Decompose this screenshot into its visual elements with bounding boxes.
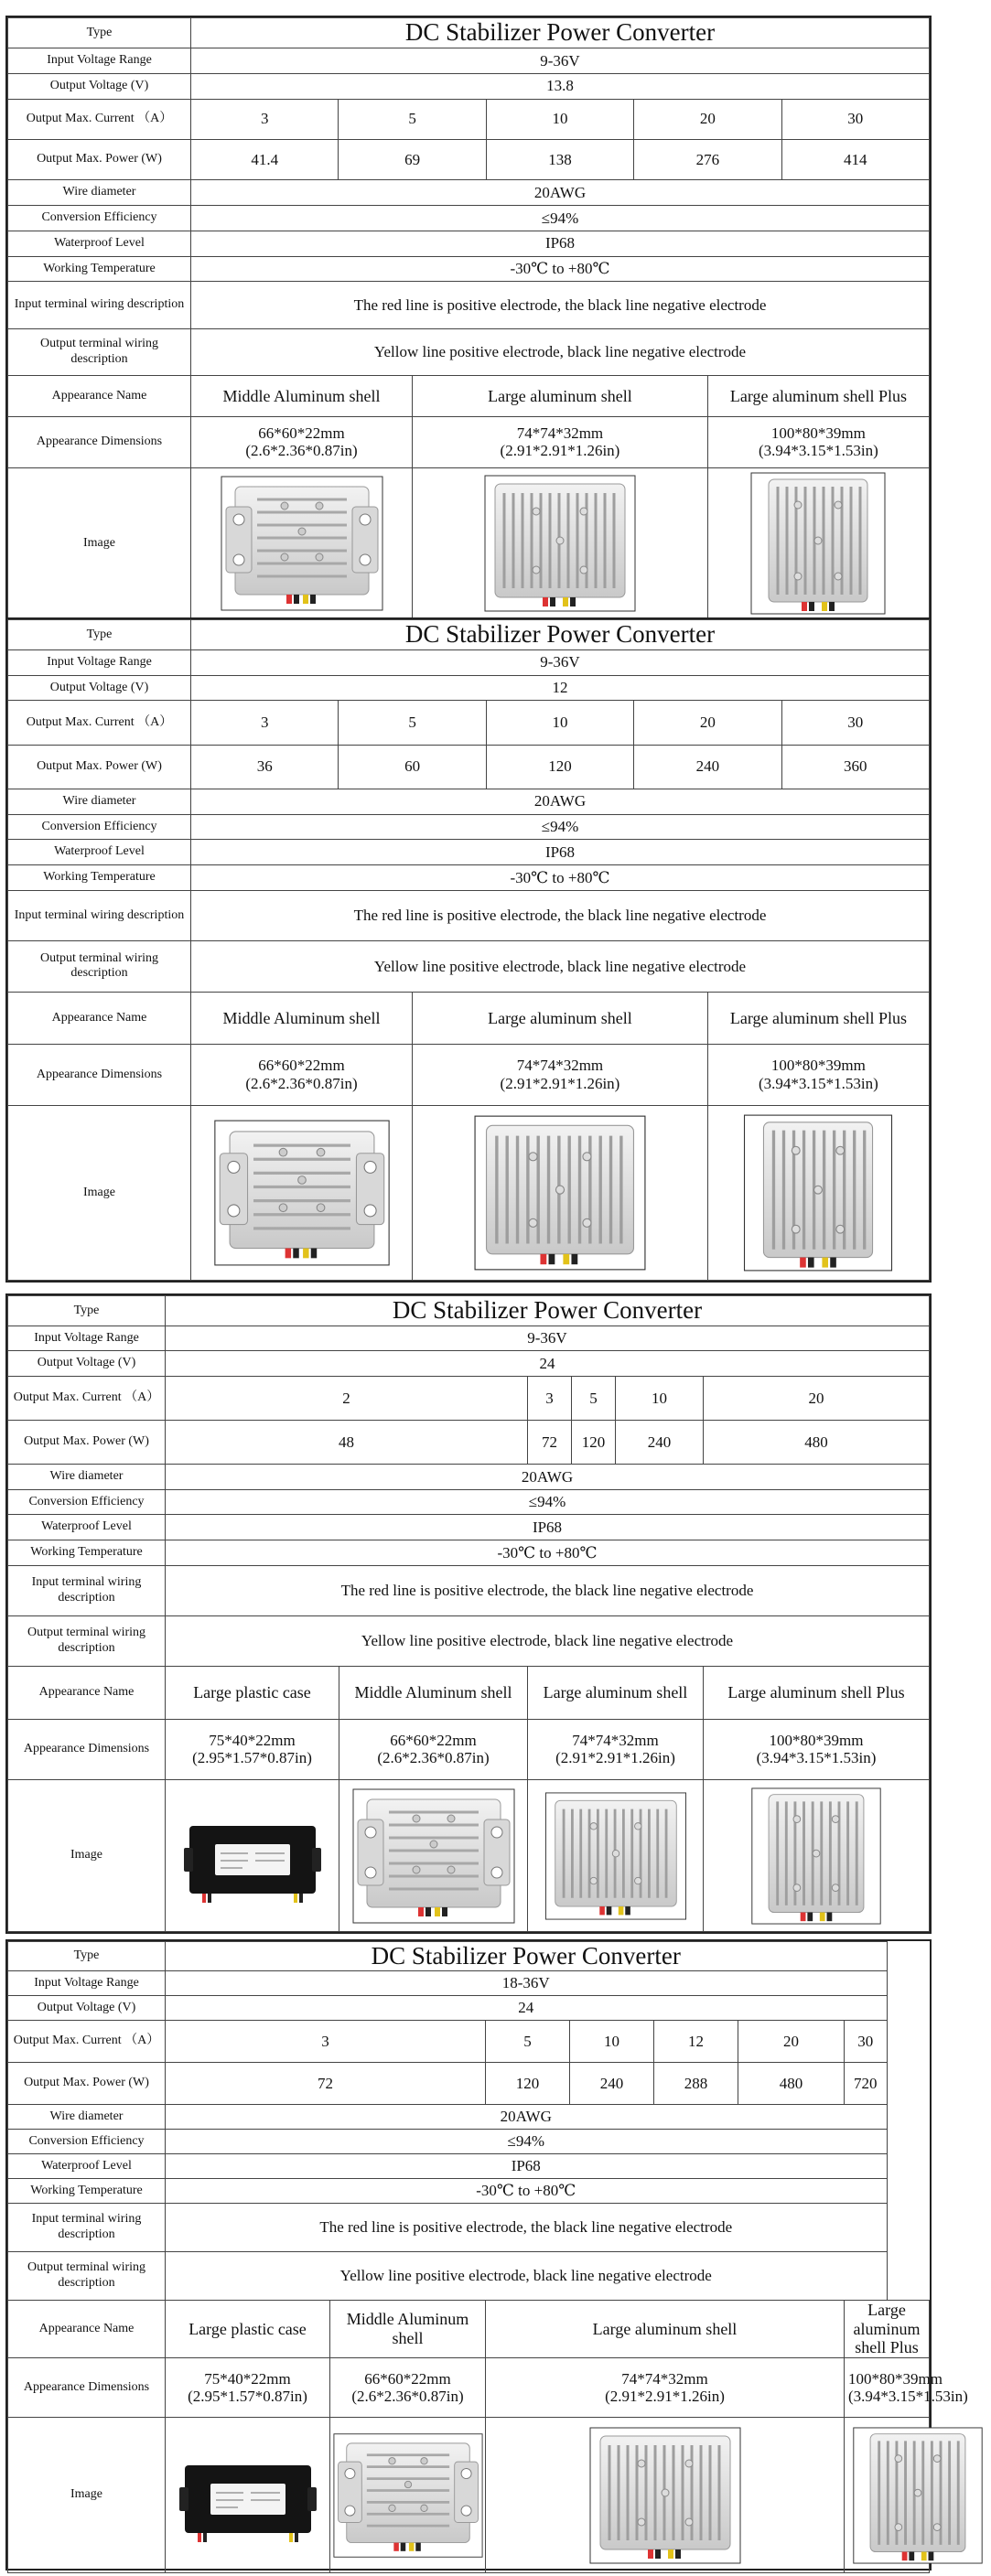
row-label-type: Type: [8, 1942, 166, 1971]
row-label-temperature: Working Temperature: [8, 2179, 166, 2204]
appearance-dims: 74*74*32mm (2.91*2.91*1.26in): [413, 416, 708, 468]
appearance-dims: 100*80*39mm (3.94*3.15*1.53in): [845, 2358, 930, 2418]
appearance-name: Middle Aluminum shell: [330, 2301, 486, 2358]
power-value: 60: [339, 745, 486, 789]
row-label-image: Image: [8, 2418, 166, 2573]
appearance-dims: 66*60*22mm (2.6*2.36*0.87in): [191, 1045, 413, 1106]
row-label-output-power: Output Max. Power (W): [8, 139, 191, 179]
middle-aluminum-shell-photo: [221, 476, 383, 611]
row-label-input-wiring: Input terminal wiring description: [8, 890, 191, 940]
current-value: 3: [166, 2021, 486, 2063]
row-label-appearance-dims: Appearance Dimensions: [8, 1045, 191, 1106]
power-value: 138: [486, 139, 633, 179]
power-value: 41.4: [191, 139, 339, 179]
waterproof-value: IP68: [191, 231, 930, 256]
row-label-output-wiring: Output terminal wiring description: [8, 1616, 166, 1667]
row-label-output-voltage: Output Voltage (V): [8, 73, 191, 99]
spec-table: [7, 1941, 968, 2573]
output-voltage-value: 24: [166, 1351, 930, 1377]
row-label-temperature: Working Temperature: [8, 256, 191, 282]
appearance-dims: 66*60*22mm (2.6*2.36*0.87in): [191, 416, 413, 468]
current-value: 3: [191, 701, 339, 745]
wire-value: 20AWG: [166, 1465, 930, 1490]
power-value: 240: [616, 1421, 704, 1465]
appearance-dims: 100*80*39mm (3.94*3.15*1.53in): [707, 1045, 929, 1106]
appearance-name: Large aluminum shell: [413, 992, 708, 1045]
power-value: 240: [570, 2063, 654, 2105]
large-aluminum-shell-plus-photo: [738, 1787, 894, 1925]
appearance-name: Large aluminum shell Plus: [707, 992, 929, 1045]
power-value: 36: [191, 745, 339, 789]
row-label-type: Type: [8, 1296, 166, 1326]
row-label-waterproof: Waterproof Level: [8, 1515, 166, 1540]
row-label-wire: Wire diameter: [8, 2105, 166, 2130]
power-value: 240: [634, 745, 781, 789]
appearance-dims: 66*60*22mm (2.6*2.36*0.87in): [339, 1719, 528, 1780]
efficiency-value: ≤94%: [166, 2130, 888, 2154]
large-aluminum-shell-photo: [484, 475, 636, 612]
row-label-wire: Wire diameter: [8, 1465, 166, 1490]
row-label-input-voltage: Input Voltage Range: [8, 48, 191, 73]
row-label-wire: Wire diameter: [8, 789, 191, 814]
input-wiring-value: The red line is positive electrode, the black line negative electrode: [166, 1565, 930, 1615]
row-label-input-voltage: Input Voltage Range: [8, 1326, 166, 1351]
current-value: 5: [339, 701, 486, 745]
power-value: 72: [528, 1421, 572, 1465]
spec-table-block-3: [5, 1293, 932, 1934]
power-value: 69: [339, 139, 486, 179]
large-aluminum-shell-plus-photo: [845, 2427, 991, 2564]
input-voltage-value: 9-36V: [191, 48, 930, 73]
current-value: 20: [634, 99, 781, 139]
input-wiring-value: The red line is positive electrode, the black line negative electrode: [166, 2204, 888, 2252]
waterproof-value: IP68: [191, 840, 930, 865]
appearance-dims: 100*80*39mm (3.94*3.15*1.53in): [707, 416, 929, 468]
efficiency-value: ≤94%: [191, 205, 930, 231]
current-value: 5: [339, 99, 486, 139]
middle-aluminum-shell-photo: [212, 1120, 392, 1266]
row-label-efficiency: Conversion Efficiency: [8, 814, 191, 840]
efficiency-value: ≤94%: [191, 814, 930, 840]
output-voltage-value: 24: [166, 1996, 888, 2021]
spec-table: [7, 619, 930, 1281]
row-label-efficiency: Conversion Efficiency: [8, 1489, 166, 1515]
row-label-appearance-dims: Appearance Dimensions: [8, 2358, 166, 2418]
large-aluminum-shell-plus-photo: [750, 472, 886, 615]
appearance-dims: 66*60*22mm (2.6*2.36*0.87in): [330, 2358, 486, 2418]
current-value: 10: [570, 2021, 654, 2063]
current-value: 10: [616, 1377, 704, 1421]
current-value: 2: [166, 1377, 528, 1421]
large-aluminum-shell-plus-photo: [742, 1114, 894, 1272]
spec-table: [7, 1295, 930, 1932]
current-value: 10: [486, 99, 633, 139]
input-wiring-value: The red line is positive electrode, the black line negative electrode: [191, 282, 930, 328]
waterproof-value: IP68: [166, 1515, 930, 1540]
current-value: 3: [528, 1377, 572, 1421]
current-value: 30: [781, 99, 930, 139]
row-label-waterproof: Waterproof Level: [8, 840, 191, 865]
row-label-appearance-name: Appearance Name: [8, 1667, 166, 1719]
temperature-value: -30℃ to +80℃: [166, 2179, 888, 2204]
row-label-appearance-name: Appearance Name: [8, 2301, 166, 2358]
plastic-case-photo: [179, 2445, 317, 2546]
product-title: DC Stabilizer Power Converter: [191, 620, 930, 650]
row-label-efficiency: Conversion Efficiency: [8, 205, 191, 231]
output-wiring-value: Yellow line positive electrode, black line negative electrode: [166, 1616, 930, 1667]
wire-value: 20AWG: [166, 2105, 888, 2130]
appearance-dims: 74*74*32mm (2.91*2.91*1.26in): [486, 2358, 845, 2418]
row-label-output-voltage: Output Voltage (V): [8, 675, 191, 701]
row-label-output-current: Output Max. Current （A）: [8, 1377, 166, 1421]
middle-aluminum-shell-photo: [351, 1788, 516, 1924]
temperature-value: -30℃ to +80℃: [166, 1540, 930, 1566]
row-label-output-power: Output Max. Power (W): [8, 745, 191, 789]
wire-value: 20AWG: [191, 180, 930, 206]
row-label-output-current: Output Max. Current （A）: [8, 701, 191, 745]
power-value: 276: [634, 139, 781, 179]
power-value: 288: [654, 2063, 738, 2105]
input-voltage-value: 9-36V: [191, 649, 930, 675]
appearance-dims: 75*40*22mm (2.95*1.57*0.87in): [166, 1719, 339, 1780]
current-value: 30: [781, 701, 930, 745]
current-value: 10: [486, 701, 633, 745]
current-value: 12: [654, 2021, 738, 2063]
appearance-name: Large aluminum shell Plus: [707, 376, 929, 416]
row-label-appearance-name: Appearance Name: [8, 376, 191, 416]
row-label-output-wiring: Output terminal wiring description: [8, 941, 191, 992]
appearance-dims: 100*80*39mm (3.94*3.15*1.53in): [704, 1719, 930, 1780]
row-label-input-voltage: Input Voltage Range: [8, 1971, 166, 1996]
output-wiring-value: Yellow line positive electrode, black line negative electrode: [191, 328, 930, 375]
row-label-image: Image: [8, 1105, 191, 1280]
row-label-input-wiring: Input terminal wiring description: [8, 282, 191, 328]
product-title: DC Stabilizer Power Converter: [166, 1942, 888, 1971]
row-label-appearance-dims: Appearance Dimensions: [8, 1719, 166, 1780]
current-value: 20: [738, 2021, 845, 2063]
row-label-output-power: Output Max. Power (W): [8, 1421, 166, 1465]
current-value: 5: [486, 2021, 570, 2063]
current-value: 30: [845, 2021, 888, 2063]
wire-value: 20AWG: [191, 789, 930, 814]
power-value: 414: [781, 139, 930, 179]
power-value: 480: [704, 1421, 930, 1465]
power-value: 720: [845, 2063, 888, 2105]
row-label-input-wiring: Input terminal wiring description: [8, 2204, 166, 2252]
spec-table-block-2: [5, 617, 932, 1283]
appearance-name: Large aluminum shell Plus: [845, 2301, 930, 2358]
temperature-value: -30℃ to +80℃: [191, 865, 930, 891]
current-value: 20: [634, 701, 781, 745]
appearance-dims: 75*40*22mm (2.95*1.57*0.87in): [166, 2358, 330, 2418]
middle-aluminum-shell-photo: [333, 2431, 483, 2560]
row-label-output-power: Output Max. Power (W): [8, 2063, 166, 2105]
input-wiring-value: The red line is positive electrode, the black line negative electrode: [191, 890, 930, 940]
product-title: DC Stabilizer Power Converter: [191, 18, 930, 48]
row-label-image: Image: [8, 468, 191, 619]
row-label-temperature: Working Temperature: [8, 865, 191, 891]
spec-table: [7, 17, 930, 619]
appearance-name: Large plastic case: [166, 2301, 330, 2358]
row-label-output-current: Output Max. Current （A）: [8, 2021, 166, 2063]
row-label-waterproof: Waterproof Level: [8, 231, 191, 256]
large-aluminum-shell-photo: [473, 1115, 647, 1271]
appearance-name: Large aluminum shell: [528, 1667, 704, 1719]
appearance-dims: 74*74*32mm (2.91*2.91*1.26in): [528, 1719, 704, 1780]
appearance-dims: 74*74*32mm (2.91*2.91*1.26in): [413, 1045, 708, 1106]
row-label-type: Type: [8, 18, 191, 48]
output-voltage-value: 12: [191, 675, 930, 701]
power-value: 120: [486, 745, 633, 789]
row-label-image: Image: [8, 1780, 166, 1932]
waterproof-value: IP68: [166, 2154, 888, 2179]
large-aluminum-shell-photo: [583, 2427, 748, 2564]
power-value: 120: [486, 2063, 570, 2105]
row-label-appearance-name: Appearance Name: [8, 992, 191, 1045]
power-value: 480: [738, 2063, 845, 2105]
row-label-appearance-dims: Appearance Dimensions: [8, 416, 191, 468]
power-value: 72: [166, 2063, 486, 2105]
appearance-name: Large plastic case: [166, 1667, 339, 1719]
power-value: 360: [781, 745, 930, 789]
row-label-input-wiring: Input terminal wiring description: [8, 1565, 166, 1615]
product-title: DC Stabilizer Power Converter: [166, 1296, 930, 1326]
row-label-waterproof: Waterproof Level: [8, 2154, 166, 2179]
current-value: 20: [704, 1377, 930, 1421]
output-wiring-value: Yellow line positive electrode, black line negative electrode: [191, 941, 930, 992]
row-label-wire: Wire diameter: [8, 180, 191, 206]
appearance-name: Large aluminum shell: [413, 376, 708, 416]
spec-table-block-4: [5, 1939, 968, 2571]
current-value: 3: [191, 99, 339, 139]
power-value: 120: [572, 1421, 616, 1465]
current-value: 5: [572, 1377, 616, 1421]
row-label-type: Type: [8, 620, 191, 650]
row-label-output-voltage: Output Voltage (V): [8, 1996, 166, 2021]
row-label-efficiency: Conversion Efficiency: [8, 2130, 166, 2154]
spec-table-block-1: [5, 16, 932, 621]
temperature-value: -30℃ to +80℃: [191, 256, 930, 282]
large-aluminum-shell-photo: [538, 1792, 694, 1920]
row-label-input-voltage: Input Voltage Range: [8, 649, 191, 675]
output-voltage-value: 13.8: [191, 73, 930, 99]
plastic-case-photo: [184, 1806, 321, 1906]
appearance-name: Large aluminum shell: [486, 2301, 845, 2358]
appearance-name: Large aluminum shell Plus: [704, 1667, 930, 1719]
row-label-temperature: Working Temperature: [8, 1540, 166, 1566]
appearance-name: Middle Aluminum shell: [191, 376, 413, 416]
appearance-name: Middle Aluminum shell: [339, 1667, 528, 1719]
efficiency-value: ≤94%: [166, 1489, 930, 1515]
row-label-output-current: Output Max. Current （A）: [8, 99, 191, 139]
output-wiring-value: Yellow line positive electrode, black line negative electrode: [166, 2252, 888, 2301]
row-label-output-wiring: Output terminal wiring description: [8, 2252, 166, 2301]
power-value: 48: [166, 1421, 528, 1465]
row-label-output-voltage: Output Voltage (V): [8, 1351, 166, 1377]
appearance-name: Middle Aluminum shell: [191, 992, 413, 1045]
input-voltage-value: 18-36V: [166, 1971, 888, 1996]
input-voltage-value: 9-36V: [166, 1326, 930, 1351]
row-label-output-wiring: Output terminal wiring description: [8, 328, 191, 375]
